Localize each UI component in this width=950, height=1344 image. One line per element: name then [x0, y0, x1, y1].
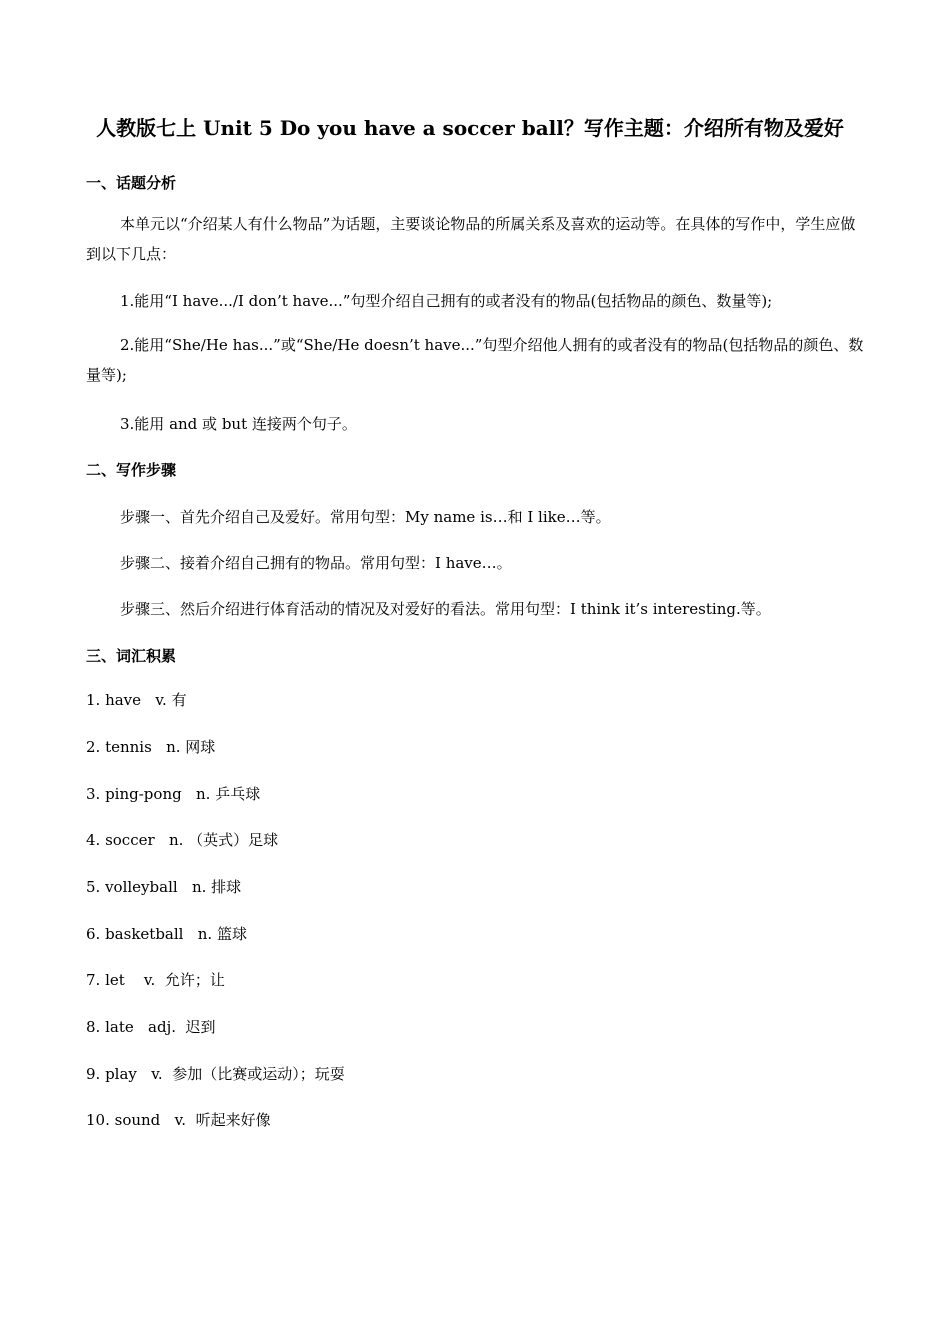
vocab-item: 6. basketball n. 篮球 — [86, 925, 247, 943]
vocab-item: 5. volleyball n. 排球 — [86, 878, 242, 896]
document-title: 人教版七上 Unit 5 Do you have a soccer ball？写作主题：介绍所有物及爱好 — [96, 116, 844, 140]
section-heading-analysis: 一、话题分析 — [86, 174, 177, 192]
analysis-point-1: 1.能用“I have.../I don’t have...”句型介绍自己拥有的或者没有的物品(包括物品的颜色、数量等); — [120, 292, 773, 310]
vocab-item: 7. let v. 允许；让 — [86, 971, 225, 989]
analysis-point-3: 3.能用 and 或 but 连接两个句子。 — [120, 415, 357, 433]
analysis-point-2: 2.能用“She/He has...”或“She/He doesn’t have...”句型介绍他人拥有的或者没有的物品(包括物品的颜色、数量等); — [86, 336, 864, 384]
vocab-item: 3. ping-pong n. 乒乓球 — [86, 785, 261, 803]
step-3: 步骤三、然后介绍进行体育活动的情况及对爱好的看法。常用句型：I think it’s interesting.等。 — [120, 600, 771, 618]
vocab-item: 2. tennis n. 网球 — [86, 738, 216, 756]
vocab-item: 9. play v. 参加（比赛或运动）；玩耍 — [86, 1065, 345, 1083]
step-1: 步骤一、首先介绍自己及爱好。常用句型：My name is…和 I like…等。 — [120, 508, 611, 526]
analysis-intro: 本单元以“介绍某人有什么物品”为话题，主要谈论物品的所属关系及喜欢的运动等。在具体的写作中，学生应做到以下几点： — [86, 215, 856, 263]
section-heading-steps: 二、写作步骤 — [86, 461, 177, 479]
vocab-item: 8. late adj. 迟到 — [86, 1018, 216, 1036]
step-2: 步骤二、接着介绍自己拥有的物品。常用句型：I have…。 — [120, 554, 512, 572]
vocab-item: 1. have v. 有 — [86, 691, 187, 709]
section-heading-vocab: 三、词汇积累 — [86, 647, 177, 665]
vocab-item: 10. sound v. 听起来好像 — [86, 1111, 271, 1129]
vocab-item: 4. soccer n. （英式）足球 — [86, 831, 279, 849]
